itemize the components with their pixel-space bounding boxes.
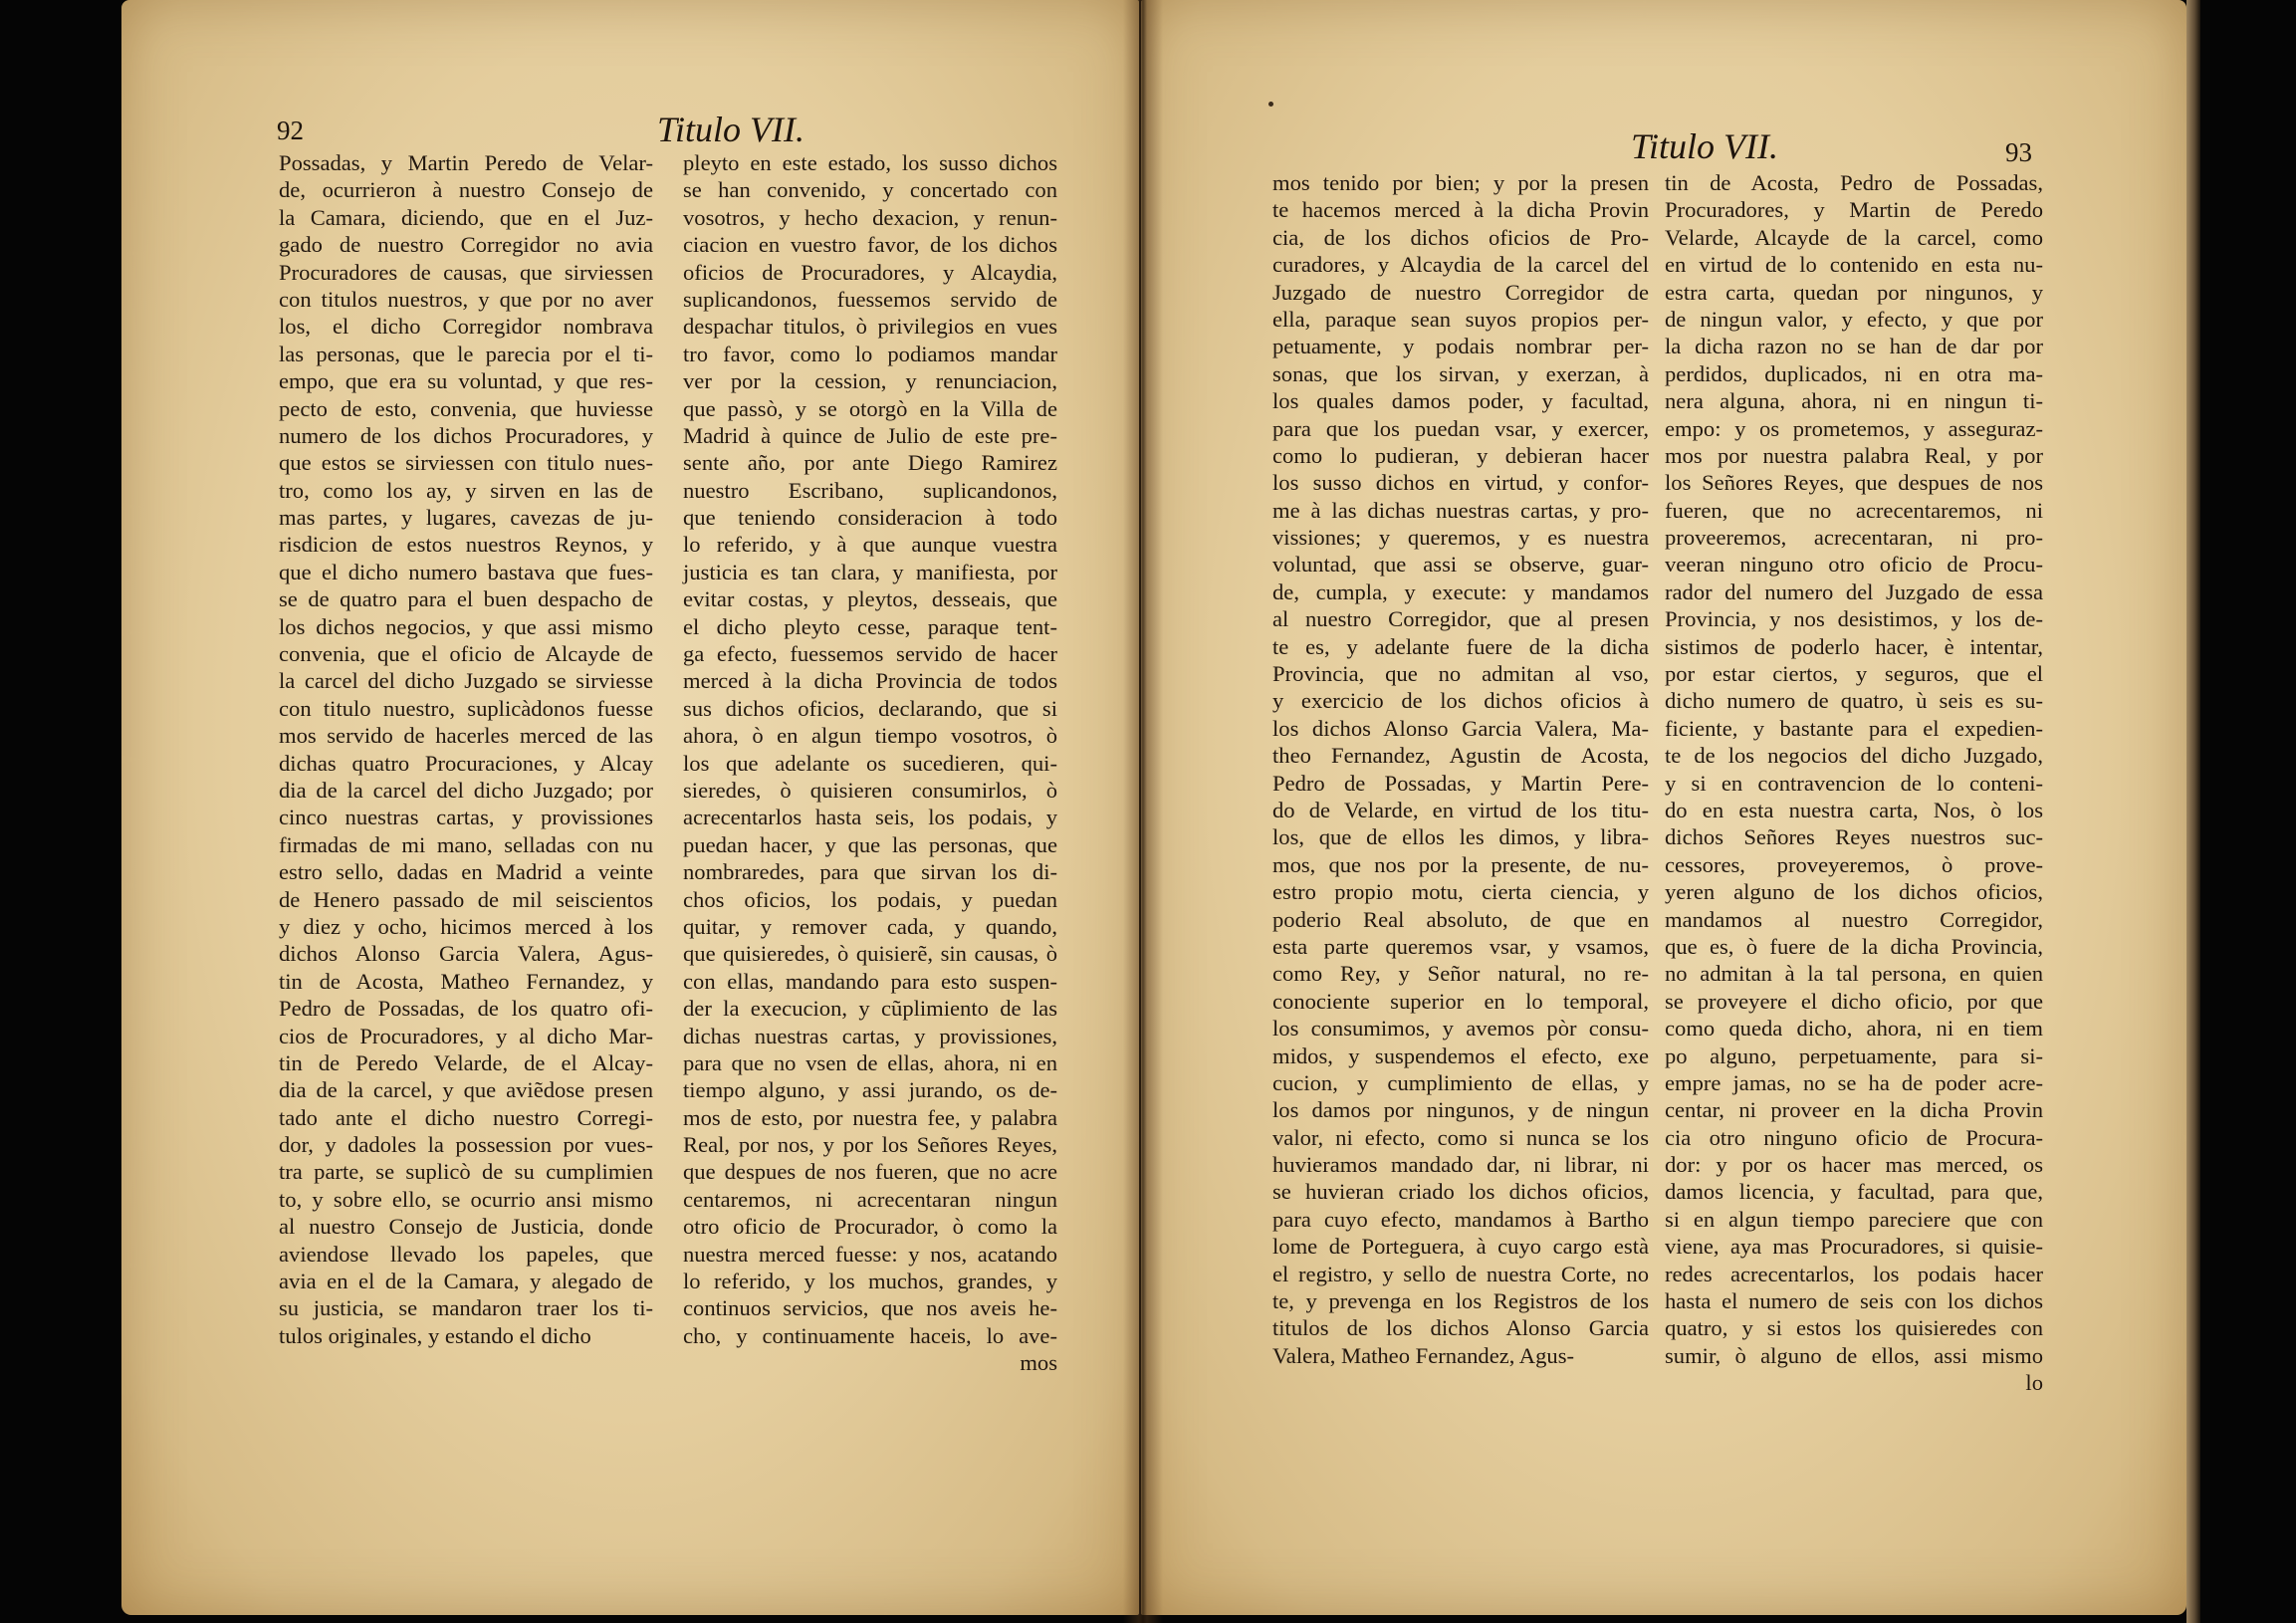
text-line: se han convenido, y concertado con [683, 177, 1057, 203]
text-line: nombraredes, para que sirvan los di- [683, 859, 1057, 885]
text-line: tulos originales, y estando el dicho [279, 1322, 591, 1348]
text-line: su justicia, se mandaron traer los ti- [279, 1295, 653, 1321]
text-line: tin de Peredo Velarde, de el Alcay- [279, 1049, 653, 1075]
text-line: damos licencia, y facultad, para que, [1665, 1179, 2043, 1205]
text-line: te, y prevenga en los Registros de los [1272, 1288, 1649, 1314]
text-line: quatro, y si estos los quisieredes con [1665, 1315, 2043, 1341]
left-column-1 [279, 149, 653, 1349]
text-line: empo: y os prometemos, y asseguraz- [1665, 415, 2043, 441]
text-line: mos por nuestra palabra Real, y por [1665, 442, 2043, 468]
text-line: mandamos al nuestro Corregidor, [1665, 906, 2043, 932]
text-line: la carcel del dicho Juzgado se sirviesse [279, 668, 653, 694]
text-line: tro favor, como lo podiamos mandar [683, 341, 1057, 366]
text-line: petuamente, y podais nombrar per- [1272, 334, 1649, 359]
text-line: la Camara, diciendo, que en el Juz- [279, 204, 653, 230]
text-line: el dicho pleyto cesse, paraque tent- [683, 613, 1057, 639]
text-line: empo, que era su voluntad, y que res- [279, 368, 653, 394]
text-line: tado ante el dicho nuestro Corregi- [279, 1104, 653, 1130]
right-page [1141, 0, 2186, 1615]
text-line: dichos Alonso Garcia Valera, Agus- [279, 941, 653, 967]
text-line: despachar titulos, ò privilegios en vues [683, 314, 1057, 340]
text-line: lo referido, y à que aunque vuestra [683, 532, 1057, 558]
text-line: Provincia, y nos desistimos, y los de- [1665, 606, 2043, 632]
left-page-number: 92 [277, 116, 304, 145]
text-line: que quisieredes, ò quisierẽ, sin causas, ò [683, 941, 1057, 967]
text-line: mas partes, y lugares, cavezas de ju- [279, 505, 653, 531]
text-line: theo Fernandez, Agustin de Acosta, [1272, 743, 1649, 769]
text-line: el registro, y sello de nuestra Corte, no [1272, 1261, 1649, 1286]
text-line: esta parte queremos vsar, y vsamos, [1272, 933, 1649, 959]
text-line: puedan hacer, y que las personas, que [683, 831, 1057, 857]
text-line: los quales damos poder, y facultad, [1272, 388, 1649, 414]
text-line: que el dicho numero bastava que fues- [279, 559, 653, 584]
right-page-number: 93 [2005, 137, 2032, 167]
text-line: Provincia, que no admitan al vso, [1272, 661, 1649, 687]
text-line: se huvieran criado los dichos oficios, [1272, 1179, 1649, 1205]
text-line: suplicandonos, fuessemos servido de [683, 286, 1057, 312]
text-line: mos servido de hacerles merced de las [279, 723, 653, 749]
text-line: conociente superior en lo temporal, [1272, 988, 1649, 1014]
text-line: nuestro Escribano, suplicandonos, [683, 477, 1057, 503]
text-line: que passò, y se otorgò en la Villa de [683, 395, 1057, 421]
text-line: sonas, que los sirvan, y exerzan, à [1272, 360, 1649, 386]
text-line: viene, aya mas Procuradores, si quisie- [1665, 1234, 2043, 1260]
text-line: estra carta, quedan por ningunos, y [1665, 279, 2043, 305]
text-line: te es, y adelante fuere de la dicha [1272, 633, 1649, 659]
text-line: estro sello, dadas en Madrid a veinte [279, 859, 653, 885]
text-line: lo referido, y los muchos, grandes, y [683, 1269, 1057, 1294]
text-line: como lo pudieran, y debieran hacer [1272, 442, 1649, 468]
text-line: al nuestro Corregidor, que al presen [1272, 606, 1649, 632]
text-line: dia de la carcel, y que aviẽdose presen [279, 1077, 653, 1103]
left-running-title: Titulo VII. [657, 110, 805, 149]
text-line: que teniendo consideracion à todo [683, 505, 1057, 531]
text-line: aviendose llevado los papeles, que [279, 1241, 653, 1267]
text-line: justicia es tan clara, y manifiesta, por [683, 559, 1057, 584]
text-line: der la execucion, y cũplimiento de las [683, 996, 1057, 1022]
text-line: cia, de los dichos oficios de Pro- [1272, 224, 1649, 250]
text-line: lo [2025, 1370, 2043, 1396]
text-line: ciacion en vuestro favor, de los dichos [683, 232, 1057, 258]
text-line: los Señores Reyes, que despues de nos [1665, 470, 2043, 496]
text-line: mos [1020, 1350, 1057, 1376]
text-line: lome de Porteguera, à cuyo cargo està [1272, 1234, 1649, 1260]
text-line: poderio Real absoluto, de que en [1272, 906, 1649, 932]
text-line: dicho numero de quatro, ù seis es su- [1665, 688, 2043, 714]
text-line: y diez y ocho, hicimos merced à los [279, 913, 653, 939]
text-line: los dichos negocios, y que assi mismo [279, 613, 653, 639]
text-line: no admitan à la tal persona, en quien [1665, 961, 2043, 987]
text-line: los que adelante os sucedieren, qui- [683, 750, 1057, 776]
left-page [121, 0, 1139, 1615]
text-line: ficiente, y bastante para el expedien- [1665, 715, 2043, 741]
text-line: dichas nuestras cartas, y provissiones, [683, 1023, 1057, 1048]
text-line: al nuestro Consejo de Justicia, donde [279, 1214, 653, 1240]
text-line: perdidos, duplicados, ni en otra ma- [1665, 360, 2043, 386]
text-line: redes acrecentarlos, los podais hacer [1665, 1261, 2043, 1286]
text-line: veeran ninguno otro oficio de Procu- [1665, 552, 2043, 578]
text-line: los, el dicho Corregidor nombrava [279, 314, 653, 340]
text-line: nera alguna, ahora, ni en ningun ti- [1665, 388, 2043, 414]
text-line: dia de la carcel del dicho Juzgado; por [279, 777, 653, 803]
page-edge [2186, 0, 2200, 1623]
text-line: te hacemos merced à la dicha Provin [1272, 197, 1649, 223]
text-line: sieredes, ò quisieren consumirlos, ò [683, 777, 1057, 803]
text-line: dor: y por os hacer mas merced, os [1665, 1152, 2043, 1178]
text-line: con titulos nuestros, y que por no aver [279, 286, 653, 312]
text-line: si en algun tiempo pareciere que con [1665, 1206, 2043, 1232]
text-line: tra parte, se suplicò de su cumplimien [279, 1159, 653, 1185]
text-line: como queda dicho, ahora, ni en tiem [1665, 1016, 2043, 1042]
text-line: ahora, ò en algun tiempo vosotros, ò [683, 723, 1057, 749]
text-line: pleyto en este estado, los susso dichos [683, 150, 1057, 175]
text-line: valor, ni efecto, como si nunca se los [1272, 1124, 1649, 1150]
text-line: las personas, que le parecia por el ti- [279, 341, 653, 366]
ink-speck [1268, 102, 1273, 107]
text-line: centaremos, ni acrecentaran ningun [683, 1186, 1057, 1212]
text-line: Madrid à quince de Julio de este pre- [683, 422, 1057, 448]
text-line: ga efecto, fuessemos servido de hacer [683, 641, 1057, 667]
text-line: mos, que nos por la presente, de nu- [1272, 851, 1649, 877]
text-line: fueren, que no acrecentaremos, ni [1665, 497, 2043, 523]
text-line: estro propio motu, cierta ciencia, y [1272, 879, 1649, 905]
text-line: merced à la dicha Provincia de todos [683, 668, 1057, 694]
text-line: vissiones; y queremos, y es nuestra [1272, 525, 1649, 551]
text-line: Procuradores de causas, que sirviessen [279, 259, 653, 285]
text-line: continuos servicios, que nos aveis he- [683, 1295, 1057, 1321]
text-line: empre jamas, no se ha de poder acre- [1665, 1069, 2043, 1095]
text-line: tiempo alguno, y assi jurando, os de- [683, 1077, 1057, 1103]
text-line: centar, ni proveer en la dicha Provin [1665, 1097, 2043, 1123]
text-line: avia en el de la Camara, y alegado de [279, 1269, 653, 1294]
text-line: po alguno, perpetuamente, para si- [1665, 1043, 2043, 1068]
text-line: que despues de nos fueren, que no acre [683, 1159, 1057, 1185]
text-line: sistimos de poderlo hacer, è intentar, [1665, 633, 2043, 659]
text-line: acrecentarlos hasta seis, los podais, y [683, 805, 1057, 830]
text-line: los, que de ellos les dimos, y libra- [1272, 824, 1649, 850]
text-line: que estos se sirviessen con titulo nues- [279, 450, 653, 476]
text-line: para que no vsen de ellas, ahora, ni en [683, 1049, 1057, 1075]
text-line: los dichos Alonso Garcia Valera, Ma- [1272, 715, 1649, 741]
text-line: numero de los dichos Procuradores, y [279, 422, 653, 448]
text-line: de, cumpla, y execute: y mandamos [1272, 579, 1649, 604]
text-line: rador del numero del Juzgado de essa [1665, 579, 2043, 604]
right-column-1 [1272, 169, 1649, 1369]
text-line: cessores, proveyeremos, ò prove- [1665, 851, 2043, 877]
text-line: ver por la cession, y renunciacion, [683, 368, 1057, 394]
text-line: ella, paraque sean suyos propios per- [1272, 306, 1649, 332]
text-line: mos de esto, por nuestra fee, y palabra [683, 1104, 1057, 1130]
text-line: sente año, por ante Diego Ramirez [683, 450, 1057, 476]
text-line: por estar ciertos, y seguros, que el [1665, 661, 2043, 687]
text-line: cinco nuestras cartas, y provissiones [279, 805, 653, 830]
text-line: los consumimos, y avemos pòr consu- [1272, 1016, 1649, 1042]
text-line: Procuradores, y Martin de Peredo [1665, 197, 2043, 223]
text-line: hasta el numero de seis con los dichos [1665, 1288, 2043, 1314]
text-line: con ellas, mandando para esto suspen- [683, 968, 1057, 994]
text-line: oficios de Procuradores, y Alcaydia, [683, 259, 1057, 285]
text-line: de Henero passado de mil seiscientos [279, 886, 653, 912]
text-line: otro oficio de Procurador, ò como la [683, 1214, 1057, 1240]
text-line: do en esta nuestra carta, Nos, ò los [1665, 797, 2043, 822]
text-line: risdicion de estos nuestros Reynos, y [279, 532, 653, 558]
text-line: Velarde, Alcayde de la carcel, como [1665, 224, 2043, 250]
text-line: quitar, y remover cada, y quando, [683, 913, 1057, 939]
text-line: curadores, y Alcaydia de la carcel del [1272, 252, 1649, 278]
text-line: Pedro de Possadas, de los quatro ofi- [279, 996, 653, 1022]
text-line: cia otro ninguno oficio de Procura- [1665, 1124, 2043, 1150]
text-line: cios de Procuradores, y al dicho Mar- [279, 1023, 653, 1048]
text-line: Possadas, y Martin Peredo de Velar- [279, 150, 653, 175]
text-line: dor, y dadoles la possession por vues- [279, 1132, 653, 1158]
text-line: pecto de esto, convenia, que huviesse [279, 395, 653, 421]
text-line: do de Velarde, en virtud de los titu- [1272, 797, 1649, 822]
text-line: me à las dichas nuestras cartas, y pro- [1272, 497, 1649, 523]
text-line: dichas quatro Procuraciones, y Alcay [279, 750, 653, 776]
text-line: voluntad, que assi se observe, guar- [1272, 552, 1649, 578]
right-column-2 [1665, 169, 2043, 1397]
left-column-2 [683, 149, 1057, 1377]
text-line: Juzgado de nuestro Corregidor de [1272, 279, 1649, 305]
text-line: para que los puedan vsar, y exercer, [1272, 415, 1649, 441]
text-line: yeren alguno de los dichos oficios, [1665, 879, 2043, 905]
text-line: te de los negocios del dicho Juzgado, [1665, 743, 2043, 769]
text-line: que es, ò fuere de la dicha Provincia, [1665, 933, 2043, 959]
text-line: dichos Señores Reyes nuestros suc- [1665, 824, 2043, 850]
text-line: de ningun valor, y efecto, y que por [1665, 306, 2043, 332]
text-line: to, y sobre ello, se ocurrio ansi mismo [279, 1186, 653, 1212]
text-line: sumir, ò alguno de ellos, assi mismo [1665, 1342, 2043, 1368]
text-line: Pedro de Possadas, y Martin Pere- [1272, 770, 1649, 796]
text-line: firmadas de mi mano, selladas con nu [279, 831, 653, 857]
text-line: tro, como los ay, y sirven en las de [279, 477, 653, 503]
text-line: y exercicio de los dichos oficios à [1272, 688, 1649, 714]
text-line: midos, y suspendemos el efecto, exe [1272, 1043, 1649, 1068]
text-line: como Rey, y Señor natural, no re- [1272, 961, 1649, 987]
text-line: tin de Acosta, Pedro de Possadas, [1665, 170, 2043, 195]
text-line: cucion, y cumplimiento de ellas, y [1272, 1069, 1649, 1095]
text-line: huvieramos mandado dar, ni librar, ni [1272, 1152, 1649, 1178]
text-line: nuestra merced fuesse: y nos, acatando [683, 1241, 1057, 1267]
right-running-title: Titulo VII. [1631, 126, 1779, 166]
text-line: gado de nuestro Corregidor no avia [279, 232, 653, 258]
text-line: en virtud de lo contenido en esta nu- [1665, 252, 2043, 278]
text-line: proveeremos, acrecentaran, ni pro- [1665, 525, 2043, 551]
text-line: para cuyo efecto, mandamos à Bartho [1272, 1206, 1649, 1232]
text-line: y si en contravencion de lo conteni- [1665, 770, 2043, 796]
book-gutter [1123, 0, 1163, 1623]
text-line: de, ocurrieron à nuestro Consejo de [279, 177, 653, 203]
text-line: los susso dichos en virtud, y confor- [1272, 470, 1649, 496]
text-line: Valera, Matheo Fernandez, Agus- [1272, 1342, 1575, 1368]
text-line: chos oficios, los podais, y puedan [683, 886, 1057, 912]
text-line: se de quatro para el buen despacho de [279, 586, 653, 612]
text-line: mos tenido por bien; y por la presen [1272, 170, 1649, 195]
text-line: con titulo nuestro, suplicàdonos fuesse [279, 695, 653, 721]
text-line: Real, por nos, y por los Señores Reyes, [683, 1132, 1057, 1158]
text-line: sus dichos oficios, declarando, que si [683, 695, 1057, 721]
text-line: titulos de los dichos Alonso Garcia [1272, 1315, 1649, 1341]
text-line: evitar costas, y pleytos, desseais, que [683, 586, 1057, 612]
text-line: los damos por ningunos, y de ningun [1272, 1097, 1649, 1123]
text-line: convenia, que el oficio de Alcayde de [279, 641, 653, 667]
text-line: la dicha razon no se han de dar por [1665, 334, 2043, 359]
text-line: vosotros, y hecho dexacion, y renun- [683, 204, 1057, 230]
text-line: cho, y continuamente haceis, lo ave- [683, 1322, 1057, 1348]
text-line: tin de Acosta, Matheo Fernandez, y [279, 968, 653, 994]
text-line: se proveyere el dicho oficio, por que [1665, 988, 2043, 1014]
